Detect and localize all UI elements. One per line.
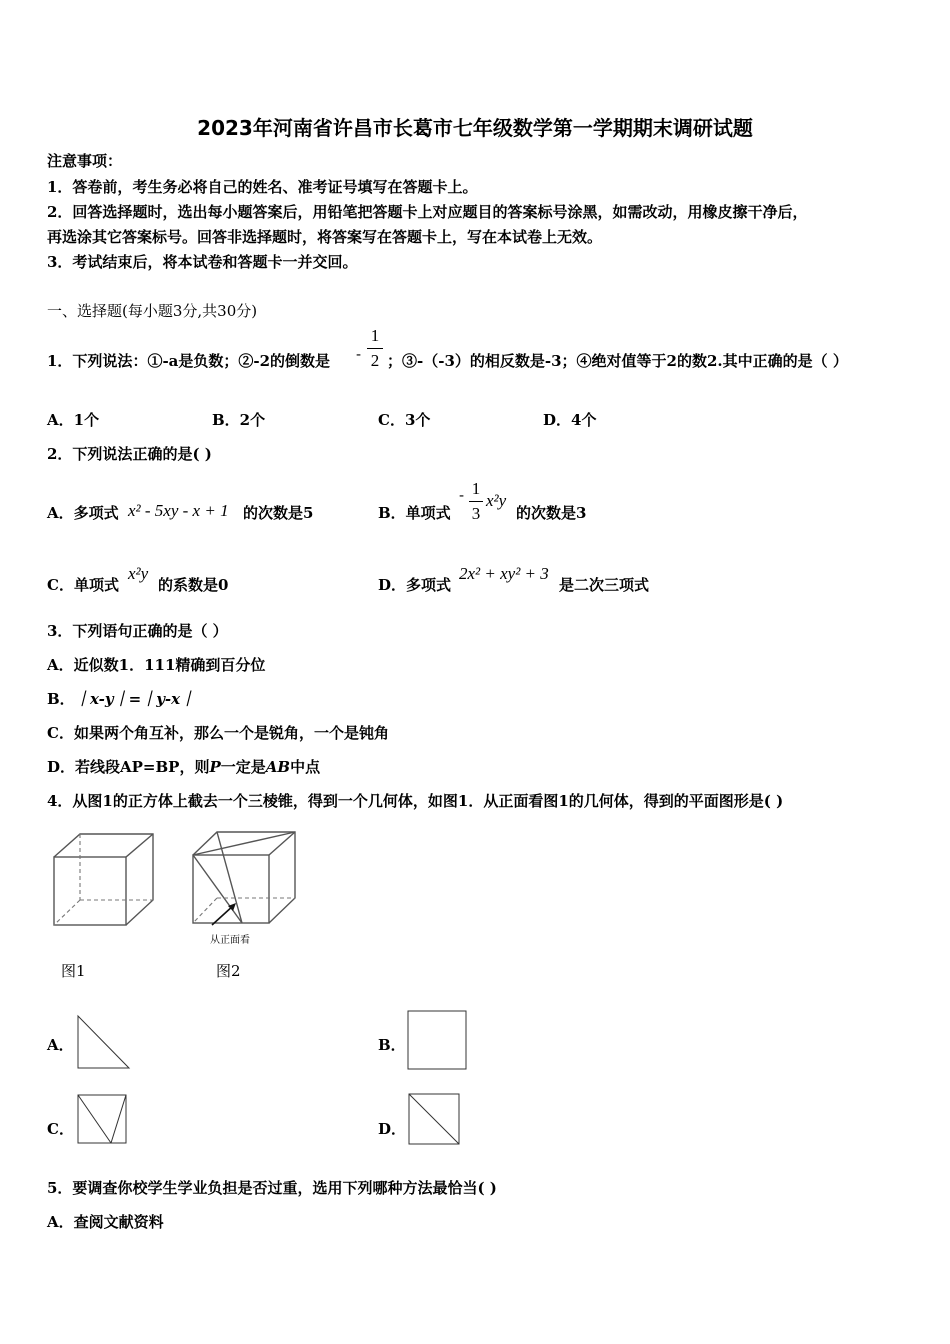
- q1-minus: -: [356, 345, 362, 363]
- q3-d-segment-ab: AB: [265, 758, 291, 776]
- notice-heading: 注意事项：: [47, 152, 123, 170]
- q1-fraction: [367, 326, 383, 371]
- q4-figure-2-solid: [190, 828, 300, 948]
- q1-option-a[interactable]: A．1个: [47, 411, 100, 429]
- q3-option-d[interactable]: [47, 758, 320, 776]
- q4-figure-2-caption: 图2: [216, 962, 241, 980]
- q5-stem: 5．要调查你校学生学业负担是否过重，选用下列哪种方法最恰当( ): [47, 1179, 497, 1197]
- q4-option-c[interactable]: C．: [47, 1120, 74, 1138]
- q3-option-c[interactable]: C．如果两个角互补，那么一个是锐角，一个是钝角: [47, 724, 389, 742]
- q2-option-b-minus: -: [459, 486, 465, 504]
- q2-option-c-suffix: 的系数是0: [158, 576, 229, 594]
- section-heading: 一、选择题(每小题3分,共30分): [47, 302, 258, 320]
- q2-option-b-label[interactable]: B．单项式: [378, 504, 451, 522]
- q1-frac-den: 2: [370, 351, 380, 370]
- notice-item-2-line-2: 再选涂其它答案标号。回答非选择题时，将答案写在答题卡上，写在本试卷上无效。: [47, 228, 603, 246]
- q3-option-a[interactable]: A．近似数1．111精确到百分位: [47, 656, 266, 674]
- q1-stem-prefix: 1．下列说法：①-a是负数；②-2的倒数是: [47, 352, 331, 370]
- q2-option-a-label[interactable]: A．多项式: [47, 504, 119, 522]
- q4-option-a[interactable]: A．: [47, 1036, 74, 1054]
- q1-option-d[interactable]: D．4个: [543, 411, 597, 429]
- q3-d-mid: 一定是: [220, 758, 266, 776]
- q2-option-d-label[interactable]: D．多项式: [378, 576, 452, 594]
- q3-d-point-p: P: [209, 758, 221, 776]
- q4-arrow-label: 从正面看: [210, 935, 250, 946]
- q3-d-suffix: 中点: [290, 758, 321, 776]
- q2-option-d-expr: 2x² + xy² + 3: [459, 564, 549, 583]
- q3-option-b-expr: ｜x-y｜=｜y-x｜: [75, 690, 196, 708]
- q2-option-c-label[interactable]: C．单项式: [47, 576, 119, 594]
- q4-option-c-shape[interactable]: [76, 1093, 128, 1145]
- q1-stem-suffix: ；③-（-3）的相反数是-3；④绝对值等于2的数2.其中正确的是（ ）: [387, 352, 848, 370]
- q2-option-b-suffix: 的次数是3: [516, 504, 587, 522]
- q4-stem: 4．从图1的正方体上截去一个三棱锥，得到一个几何体，如图1．从正面看图1的几何体，得到的平面图形是( ): [47, 792, 784, 810]
- q3-d-prefix: D．若线段AP=BP，则: [47, 758, 210, 776]
- q1-frac-num: 1: [370, 326, 380, 345]
- q4-option-d[interactable]: D．: [378, 1120, 407, 1138]
- q2-b-frac-den: 3: [471, 504, 481, 523]
- notice-item-3: 3．考试结束后，将本试卷和答题卡一并交回。: [47, 253, 358, 271]
- q2-option-a-expr: x² - 5xy - x + 1: [128, 501, 229, 520]
- q4-figure-1-cube: [50, 830, 160, 930]
- q4-option-b-shape[interactable]: [406, 1009, 468, 1071]
- q2-option-a-suffix: 的次数是5: [243, 504, 314, 522]
- q2-b-frac-num: 1: [471, 479, 481, 498]
- q4-option-d-shape[interactable]: [407, 1092, 461, 1146]
- q5-option-a[interactable]: A．查阅文献资料: [47, 1213, 164, 1231]
- q2-stem: 2．下列说法正确的是( ): [47, 445, 212, 463]
- q4-figure-1-caption: 图1: [61, 962, 86, 980]
- q4-option-a-shape[interactable]: [76, 1014, 132, 1070]
- notice-item-2-line-1: 2．回答选择题时，选出每小题答案后，用铅笔把答题卡上对应题目的答案标号涂黑，如需改动，用橡皮擦干净后，: [47, 203, 808, 221]
- q4-option-b[interactable]: B．: [378, 1036, 406, 1054]
- q2-option-c-expr: x²y: [128, 564, 149, 583]
- q2-option-b-fraction: [469, 479, 483, 524]
- q3-stem: 3．下列语句正确的是（ ）: [47, 622, 228, 640]
- q2-option-d-suffix: 是二次三项式: [559, 576, 650, 594]
- q1-option-b[interactable]: B．2个: [212, 411, 266, 429]
- q2-option-b-expr: x²y: [486, 491, 507, 510]
- q3-option-b-label[interactable]: B．: [47, 690, 75, 708]
- q1-option-c[interactable]: C．3个: [378, 411, 431, 429]
- notice-item-1: 1．答卷前，考生务必将自己的姓名、准考证号填写在答题卡上。: [47, 178, 478, 196]
- page-title: 2023年河南省许昌市长葛市七年级数学第一学期期末调研试题: [197, 116, 753, 140]
